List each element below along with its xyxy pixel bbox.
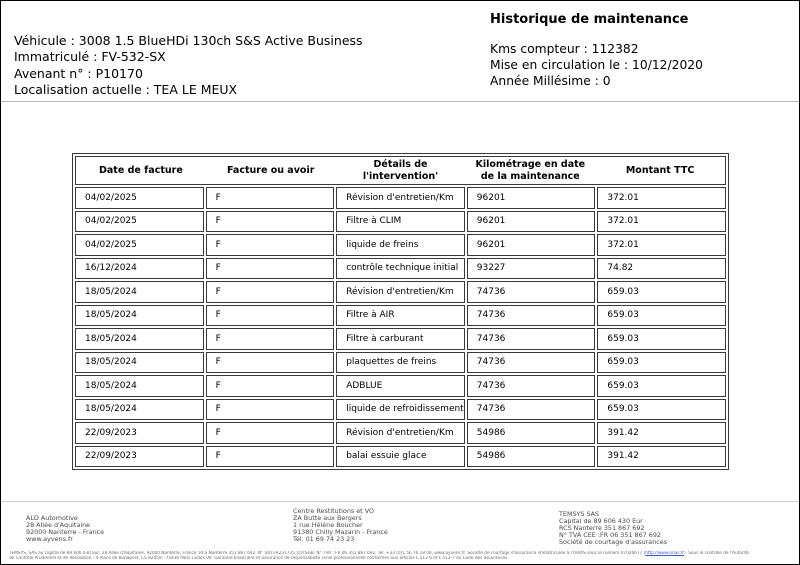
cell-facture: F <box>206 258 335 280</box>
cell-date: 18/05/2024 <box>75 328 204 350</box>
cell-details: liquide de freins <box>336 234 465 256</box>
cell-facture: F <box>206 187 335 209</box>
cell-date: 18/05/2024 <box>75 375 204 397</box>
table-row <box>75 281 726 303</box>
vehicle-line-plate: Immatriculé : FV-532-SX <box>14 49 166 65</box>
col-header-kilometrage: Kilométrage en date de la maintenance <box>475 159 586 182</box>
cell-montant: 391.42 <box>597 422 726 444</box>
orias-link[interactable]: http://www.orias.fr <box>645 551 684 556</box>
footer-center-phone: Tél. 01 69 74 23 23 <box>293 534 355 543</box>
cell-details: Filtre à CLIM <box>336 211 465 233</box>
table-row <box>75 187 726 209</box>
cell-details: Filtre à AIR <box>336 305 465 327</box>
cell-details: Filtre à carburant <box>336 328 465 350</box>
footer-company-street: 28 Allée d'Aquitaine <box>26 520 91 529</box>
footer-legal-block <box>559 511 667 546</box>
table-row <box>75 352 726 374</box>
cell-facture: F <box>206 399 335 421</box>
cell-montant: 372.01 <box>597 211 726 233</box>
footer-legal-rcs: RCS Nanterre 351 867 692 <box>559 523 645 532</box>
cell-km: 96201 <box>467 187 596 209</box>
page-title: Historique de maintenance <box>490 12 689 27</box>
cell-details: Révision d'entretien/Km <box>336 422 465 444</box>
cell-details: contrôle technique initial <box>336 258 465 280</box>
cell-km: 74736 <box>467 399 596 421</box>
cell-montant: 391.42 <box>597 446 726 468</box>
kms-compteur: Kms compteur : 112382 <box>490 42 639 56</box>
top-divider <box>1 101 799 102</box>
cell-facture: F <box>206 281 335 303</box>
cell-km: 74736 <box>467 281 596 303</box>
table-header-row <box>75 156 726 185</box>
fine-print-line1-after: ). Sous le contrôle de l'Autorité <box>684 551 749 556</box>
cell-facture: F <box>206 234 335 256</box>
table-row <box>75 399 726 421</box>
col-header-montant: Montant TTC <box>625 164 695 176</box>
cell-km: 74736 <box>467 352 596 374</box>
cell-details: liquide de refroidissement <box>336 399 465 421</box>
cell-details: plaquettes de freins <box>336 352 465 374</box>
cell-km: 96201 <box>467 234 596 256</box>
col-header-facture: Facture ou avoir <box>227 164 315 176</box>
cell-date: 22/09/2023 <box>75 422 204 444</box>
cell-km: 93227 <box>467 258 596 280</box>
cell-details: ADBLUE <box>336 375 465 397</box>
table-row <box>75 211 726 233</box>
fine-print-line1-before: TEMSYS, SAS au capital de 89 606 430 Eur, 28 Allée d'Aquitaine, 92000 Nanterre, France, RCS Nanterre 351 867 692, N° IDU FR231725_01YSGB, N° TVA : FR 06 351 867 692, Tél. +33 (0)1 56 76 18 00, www.ayvens.fr. Société de courtage d'assurance immatriculée à l'ORIAS sous le numéro 07026677 ( <box>9 551 646 556</box>
cell-facture: F <box>206 446 335 468</box>
cell-date: 18/05/2024 <box>75 305 204 327</box>
footer-legal-name: TEMSYS SAS <box>559 510 600 518</box>
footer-center-name: Centre Restitutions et VO <box>293 507 375 515</box>
cell-km: 74736 <box>467 328 596 350</box>
footer-center-block <box>293 508 388 543</box>
table-row <box>75 375 726 397</box>
table-row <box>75 328 726 350</box>
cell-montant: 659.03 <box>597 305 726 327</box>
vehicle-line-model: Véhicule : 3008 1.5 BlueHDi 130ch S&S Active Business <box>14 33 363 48</box>
cell-details: Révision d'entretien/Km <box>336 187 465 209</box>
cell-facture: F <box>206 422 335 444</box>
cell-date: 18/05/2024 <box>75 352 204 374</box>
cell-date: 04/02/2025 <box>75 211 204 233</box>
footer-company-name: ALD Automotive <box>26 514 78 522</box>
footer-legal-tva: N° TVA CEE :FR 06 351 867 692 <box>559 530 661 539</box>
cell-date: 22/09/2023 <box>75 446 204 468</box>
cell-date: 04/02/2025 <box>75 187 204 209</box>
cell-montant: 659.03 <box>597 281 726 303</box>
table-row <box>75 305 726 327</box>
footer-center-area: ZA Butte aux Bergers <box>293 513 362 522</box>
cell-facture: F <box>206 211 335 233</box>
col-header-date: Date de facture <box>99 164 183 176</box>
table-row <box>75 258 726 280</box>
cell-facture: F <box>206 375 335 397</box>
cell-montant: 372.01 <box>597 187 726 209</box>
footer-company-website: www.ayvens.fr <box>26 534 73 543</box>
vehicle-line-location: Localisation actuelle : TEA LE MEUX <box>14 82 238 98</box>
cell-montant: 372.01 <box>597 234 726 256</box>
cell-montant: 659.03 <box>597 399 726 421</box>
cell-date: 16/12/2024 <box>75 258 204 280</box>
mise-en-circulation: Mise en circulation le : 10/12/2020 <box>490 58 703 73</box>
cell-km: 74736 <box>467 375 596 397</box>
cell-km: 54986 <box>467 446 596 468</box>
cell-facture: F <box>206 305 335 327</box>
cell-montant: 659.03 <box>597 352 726 374</box>
table-row <box>75 234 726 256</box>
maintenance-header-block <box>490 12 703 90</box>
cell-facture: F <box>206 352 335 374</box>
cell-montant: 74.82 <box>597 258 726 280</box>
fine-print-line2: de Contrôle Prudentiel et de Résolution - 4 Place de Budapest, CS 92459 - 75436 Paris Cedex 09. Garantie financière et assurance de responsabilité civile professionnelle conformes aux articles L 512-6 et L 512-7 du Code des assurances. <box>9 556 509 562</box>
footer-legal-activity: Société de courtage d'assurances <box>559 537 668 546</box>
footer-company-block <box>26 515 104 543</box>
vehicle-line-avenant: Avenant n° : P10170 <box>14 65 143 81</box>
cell-details: balai essuie glace <box>336 446 465 468</box>
footer-company-city: 92000 Nanterre - France <box>26 527 105 536</box>
footer-center-city: 91380 Chilly Mazarin - France <box>293 527 388 536</box>
cell-km: 74736 <box>467 305 596 327</box>
footer-legal-capital: Capital de 89 606 430 Eur <box>559 516 643 525</box>
cell-date: 04/02/2025 <box>75 234 204 256</box>
cell-montant: 659.03 <box>597 328 726 350</box>
table-row <box>75 446 726 468</box>
fine-print-block <box>9 551 791 562</box>
cell-details: Révision d'entretien/Km <box>336 281 465 303</box>
vehicle-info-block <box>14 33 363 99</box>
col-header-details: Détails de l'intervention' <box>362 159 439 182</box>
cell-facture: F <box>206 328 335 350</box>
maintenance-table <box>72 153 729 470</box>
cell-km: 96201 <box>467 211 596 233</box>
table-row <box>75 422 726 444</box>
footer-center-street: 1 rue Hélène Boucher <box>293 520 363 529</box>
footer-divider <box>1 501 799 502</box>
cell-montant: 659.03 <box>597 375 726 397</box>
annee-millesime: Année Millésime : 0 <box>490 74 611 89</box>
cell-date: 18/05/2024 <box>75 281 204 303</box>
cell-date: 18/05/2024 <box>75 399 204 421</box>
cell-km: 54986 <box>467 422 596 444</box>
